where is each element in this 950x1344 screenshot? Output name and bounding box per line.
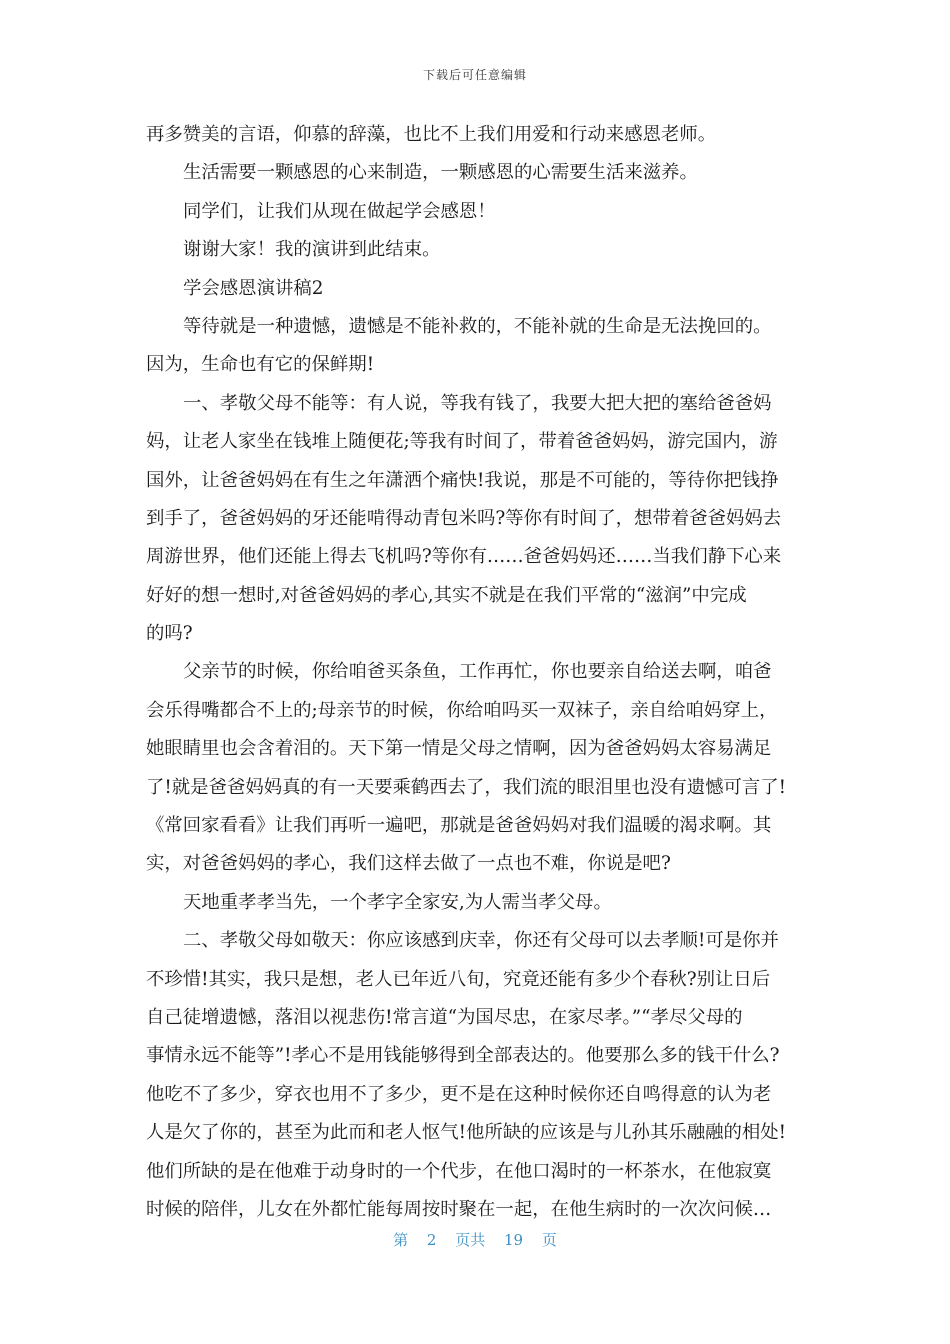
body-line: 天地重孝孝当先，一个孝字全家安,为人需当孝父母。: [183, 891, 612, 913]
body-line: 事情永远不能等”!孝心不是用钱能够得到全部表达的。他要那么多的钱干什么?: [146, 1045, 780, 1067]
body-line: 一、孝敬父母不能等：有人说，等我有钱了，我要大把大把的塞给爸爸妈: [183, 392, 772, 414]
body-line: 好好的想一想时,对爸爸妈妈的孝心,其实不就是在我们平常的“滋润”中完成: [146, 584, 747, 606]
body-line: 《常回家看看》让我们再听一遍吧，那就是爸爸妈妈对我们温暖的渴求啊。其: [146, 815, 772, 837]
body-line: 的吗?: [146, 623, 193, 645]
body-line: 父亲节的时候，你给咱爸买条鱼，工作再忙，你也要亲自给送去啊，咱爸: [183, 661, 772, 683]
body-line: 等待就是一种遗憾，遗憾是不能补救的，不能补就的生命是无法挽回的。: [183, 315, 772, 337]
body-line: 会乐得嘴都合不上的;母亲节的时候，你给咱吗买一双袜子，亲自给咱妈穿上，: [146, 699, 778, 721]
body-line: 人是欠了你的，甚至为此而和老人怄气!他所缺的应该是与儿孙其乐融融的相处!: [146, 1122, 787, 1144]
body-line: 谢谢大家！我的演讲到此结束。: [183, 239, 441, 261]
body-line: 他吃不了多少，穿衣也用不了多少，更不是在这种时候你还自鸣得意的认为老: [146, 1083, 772, 1105]
body-line: 了!就是爸爸妈妈真的有一天要乘鹤西去了，我们流的眼泪里也没有遗憾可言了!: [146, 776, 787, 798]
body-line: 妈，让老人家坐在钱堆上随便花;等我有时间了，带着爸爸妈妈，游完国内，游: [146, 431, 778, 453]
page-number-footer: 第 2 页共 19 页: [393, 1231, 557, 1249]
body-line: 因为，生命也有它的保鲜期!: [146, 354, 375, 376]
document-body: [146, 116, 806, 1229]
body-line: 生活需要一颗感恩的心来制造，一颗感恩的心需要生活来滋养。: [183, 162, 698, 184]
body-line: 不珍惜!其实，我只是想，老人已年近八旬，究竟还能有多少个春秋?别让日后: [146, 968, 771, 990]
body-line: 实，对爸爸妈妈的孝心，我们这样去做了一点也不难，你说是吧?: [146, 853, 671, 875]
body-line: 她眼睛里也会含着泪的。天下第一情是父母之情啊，因为爸爸妈妈太容易满足: [146, 738, 772, 760]
body-line: 同学们，让我们从现在做起学会感恩！: [183, 200, 496, 222]
section-title: 学会感恩演讲稿2: [183, 277, 324, 299]
body-line: 再多赞美的言语，仰慕的辞藻，也比不上我们用爱和行动来感恩老师。: [146, 124, 717, 145]
body-line: 二、孝敬父母如敬天：你应该感到庆幸，你还有父母可以去孝顺!可是你并: [183, 930, 779, 952]
body-line: 他们所缺的是在他难于动身时的一个代步，在他口渴时的一杯茶水，在他寂寞: [146, 1160, 772, 1182]
body-line: 到手了，爸爸妈妈的牙还能啃得动青包米吗?等你有时间了，想带着爸爸妈妈去: [146, 507, 782, 529]
body-line: 自己徒增遗憾，落泪以视悲伤!常言道“为国尽忠，在家尽孝。”“孝尽父母的: [146, 1006, 743, 1028]
body-line: 时候的陪伴，儿女在外都忙能每周按时聚在一起，在他生病时的一次次问候…: [146, 1198, 772, 1220]
document-header-note: 下载后可任意编辑: [422, 68, 527, 82]
body-line: 国外，让爸爸妈妈在有生之年潇洒个痛快!我说，那是不可能的，等待你把钱挣: [146, 469, 779, 491]
body-line: 周游世界，他们还能上得去飞机吗?等你有……爸爸妈妈还……当我们静下心来: [146, 546, 782, 568]
